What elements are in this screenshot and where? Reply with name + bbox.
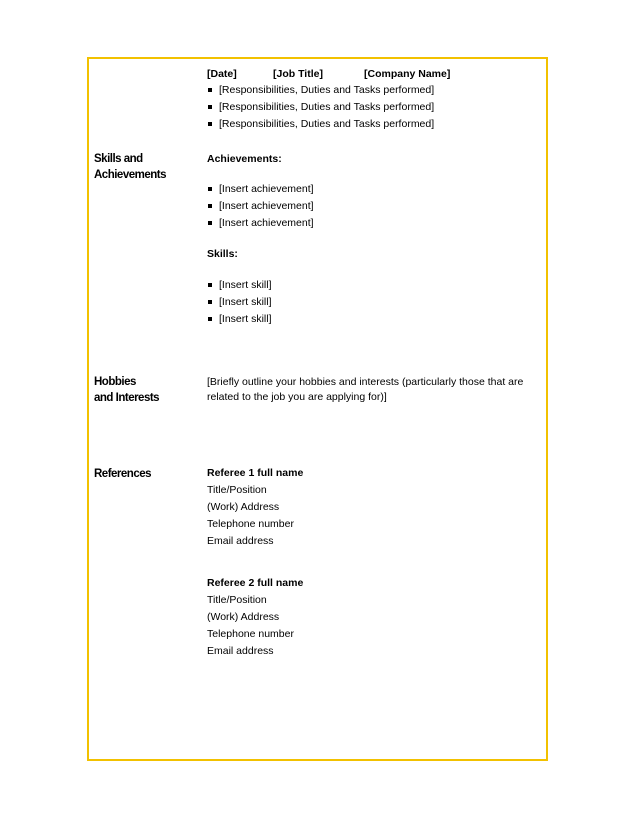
list-item: [Insert skill]: [207, 311, 272, 328]
achievements-heading: Achievements:: [207, 153, 282, 165]
hobbies-section-label: [94, 374, 159, 406]
list-item: [Insert skill]: [207, 294, 272, 311]
list-item: [Responsibilities, Duties and Tasks performed]: [207, 82, 434, 99]
referee-name: Referee 1 full name: [207, 467, 304, 479]
list-item: [Insert achievement]: [207, 215, 314, 232]
hobbies-label-line2: and Interests: [94, 392, 160, 404]
skills-list: [207, 277, 272, 328]
skills-label-line2: Achievements: [94, 169, 166, 181]
references-section-label: References: [94, 468, 152, 480]
referee-address: (Work) Address: [207, 611, 280, 623]
job-company: [Company Name]: [364, 68, 451, 80]
referee-name: Referee 2 full name: [207, 577, 304, 589]
duties-list: [207, 82, 434, 133]
hobbies-label-line1: Hobbies: [94, 376, 136, 388]
referee-title: Title/Position: [207, 594, 267, 606]
referee-2: [207, 575, 303, 660]
job-title: [Job Title]: [273, 68, 323, 80]
referee-phone: Telephone number: [207, 518, 294, 530]
referee-title: Title/Position: [207, 484, 267, 496]
referee-1: [207, 465, 303, 550]
list-item: [Insert achievement]: [207, 198, 314, 215]
skills-section-label: [94, 151, 166, 183]
job-date: [Date]: [207, 68, 237, 80]
hobbies-text: [Briefly outline your hobbies and interests (particularly those that are related to the job you are applying for)]: [207, 376, 524, 403]
list-item: [Responsibilities, Duties and Tasks performed]: [207, 116, 434, 133]
referee-email: Email address: [207, 535, 274, 547]
referee-email: Email address: [207, 645, 274, 657]
referee-phone: Telephone number: [207, 628, 294, 640]
referee-address: (Work) Address: [207, 501, 280, 513]
list-item: [Responsibilities, Duties and Tasks performed]: [207, 99, 434, 116]
list-item: [Insert skill]: [207, 277, 272, 294]
skills-heading: Skills:: [207, 248, 238, 260]
skills-list-container: [207, 277, 272, 328]
list-item: [Insert achievement]: [207, 181, 314, 198]
achievements-list-container: [207, 181, 314, 232]
duties-list-container: [207, 82, 434, 133]
achievements-list: [207, 181, 314, 232]
skills-label-line1: Skills and: [94, 153, 143, 165]
